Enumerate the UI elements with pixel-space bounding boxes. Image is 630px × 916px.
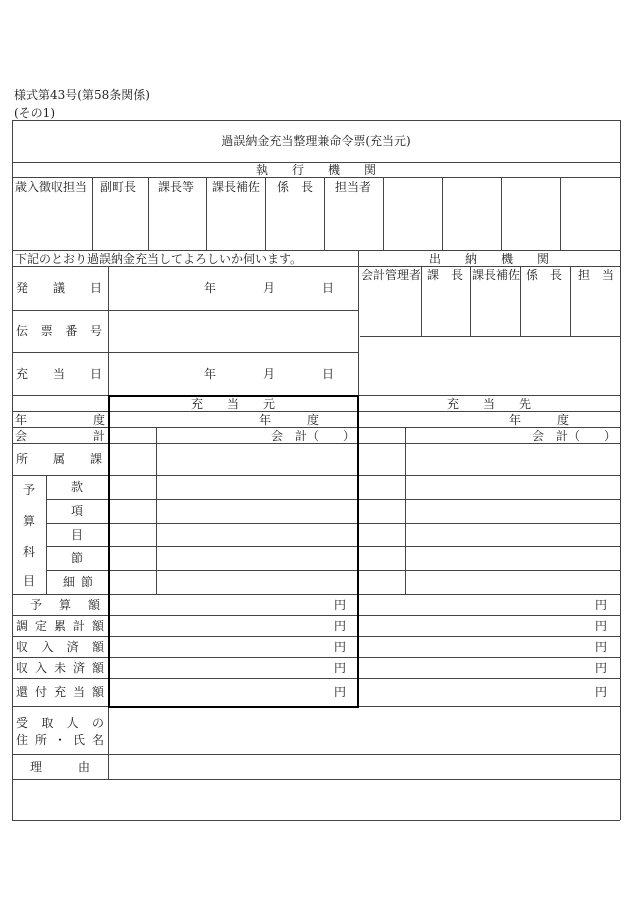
juto-bi-day: 日 <box>322 367 335 381</box>
label-shunyu-zumi: 収 入 済 額 <box>16 640 104 654</box>
label-chotei: 調 定 累 計 額 <box>16 619 104 633</box>
label-shozoku: 所 属 課 <box>16 452 102 466</box>
form-title: 過誤納金充当整理兼命令票(充当元) <box>221 134 411 148</box>
exec-col-deputy-mayor: 副町長 <box>100 180 137 194</box>
label-kan: 款 <box>70 480 83 494</box>
label-yosan-gaku: 予 算 額 <box>30 598 100 612</box>
label-moku: 目 <box>70 528 83 542</box>
exec-col-staff: 担当者 <box>335 180 372 194</box>
source-yen-3: 円 <box>334 661 347 675</box>
form-header-part: (その1) <box>14 106 55 120</box>
source-year: 年 度 <box>259 413 320 427</box>
dest-yen-1: 円 <box>595 619 608 633</box>
label-juto-bi: 充 当 日 <box>16 367 102 381</box>
treasury-col-assistant: 課長補佐 <box>472 268 521 282</box>
juto-bi-month: 月 <box>263 367 276 381</box>
treasury-col-staff: 担 当 <box>578 268 615 282</box>
label-yosan-1: 算 <box>23 514 36 528</box>
label-shunyu-misai: 収 入 未 済 額 <box>16 661 104 675</box>
request-text: 下記のとおり過誤納金充当してよろしいか伺います。 <box>15 252 303 266</box>
label-yosan-2: 科 <box>23 545 36 559</box>
hakkobi-year: 年 <box>204 281 217 295</box>
source-heading: 充 当 元 <box>190 397 275 411</box>
source-account: 会 計（ ） <box>271 429 356 443</box>
label-receiver-1: 受 取 人 の <box>16 716 104 730</box>
dest-yen-4: 円 <box>595 685 608 699</box>
label-denpyo: 伝 票 番 号 <box>16 324 102 338</box>
source-yen-0: 円 <box>334 598 347 612</box>
executive-heading: 執 行 機 関 <box>255 163 376 177</box>
dest-yen-0: 円 <box>595 598 608 612</box>
dest-yen-2: 円 <box>595 640 608 654</box>
treasury-col-director: 課 長 <box>427 268 464 282</box>
dest-heading: 充 当 先 <box>446 397 531 411</box>
form-header-no: 様式第43号(第58条関係) <box>14 88 150 102</box>
dest-yen-3: 円 <box>595 661 608 675</box>
treasury-col-chief: 係 長 <box>526 268 563 282</box>
label-kanpu: 還 付 充 当 額 <box>16 685 104 699</box>
label-hakkobi: 発 議 日 <box>16 281 102 295</box>
treasury-heading: 出 納 機 関 <box>428 252 549 266</box>
dest-year: 年 度 <box>509 413 570 427</box>
juto-bi-year: 年 <box>204 367 217 381</box>
source-yen-2: 円 <box>334 640 347 654</box>
label-setsu: 節 <box>70 551 83 565</box>
label-reason: 理 由 <box>30 760 90 774</box>
label-kaikei: 会 計 <box>15 429 105 443</box>
exec-col-assistant: 課長補佐 <box>212 180 261 194</box>
hakkobi-month: 月 <box>263 281 276 295</box>
dest-account: 会 計（ ） <box>532 429 617 443</box>
source-yen-1: 円 <box>334 619 347 633</box>
label-saisetsu: 細 節 <box>63 575 93 589</box>
label-ko: 項 <box>70 504 83 518</box>
exec-col-chief: 係 長 <box>277 180 314 194</box>
source-yen-4: 円 <box>334 685 347 699</box>
label-yosan-0: 予 <box>23 483 36 497</box>
exec-col-director: 課長等 <box>158 180 195 194</box>
treasury-col-accountant: 会計管理者 <box>361 268 422 282</box>
label-nendo: 年 度 <box>15 413 105 427</box>
hakkobi-day: 日 <box>322 281 335 295</box>
label-receiver-2: 住 所 ・ 氏 名 <box>16 733 104 747</box>
exec-col-collector: 歳入徴収担当 <box>15 180 88 194</box>
label-yosan-3: 目 <box>23 574 36 588</box>
